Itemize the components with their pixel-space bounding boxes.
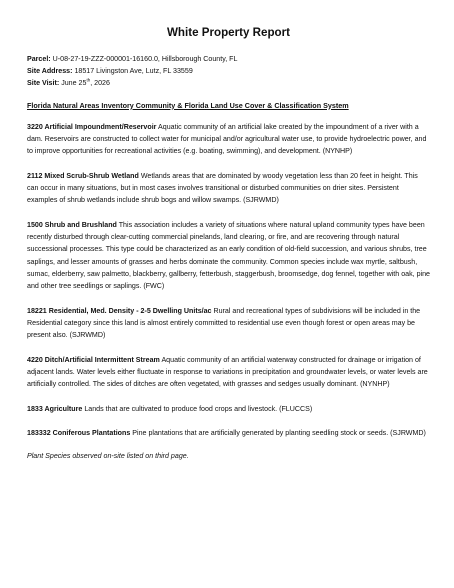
parcel-label: Parcel:: [27, 55, 51, 63]
land-use-entry: [27, 427, 430, 439]
land-use-entry: [27, 219, 430, 293]
land-use-entry: [27, 403, 430, 415]
entry-description: Aquatic community of an artificial lake created by the impoundment of a river with a dam. Reservoirs are constructed to collect water for municipal and/or agricultural water use, to provide hydroelectric power, and to improve opportunities for recreational activities (e.g. boating, swimming), and development. (NYNHP): [27, 122, 427, 156]
entry-heading: 18221 Residential, Med. Density - 2-5 Dwelling Units/ac: [27, 306, 212, 315]
entry-heading: 1833 Agriculture: [27, 404, 83, 413]
entry-heading: 4220 Ditch/Artificial Intermittent Stream: [27, 355, 160, 364]
land-use-entry: [27, 121, 430, 158]
parcel-value: U-08-27-19-ZZZ-000001-16160.0, Hillsborough County, FL: [52, 55, 238, 63]
land-use-entry: [27, 305, 430, 342]
entry-description: Aquatic community of an artificial waterway constructed for drainage or irrigation of adjacent lands. Water levels either fluctuate in response to variations in precipitation and groundwater levels, or water levels are artificially controlled. The sides of ditches are often vegetated, with grasses and sedges usually dominant. (NYNHP): [27, 355, 428, 389]
report-title: White Property Report: [166, 26, 291, 39]
footer-note: Plant Species observed on-site listed on third page.: [27, 451, 189, 460]
entry-description: This association includes a variety of situations where natural upland community types have been recently disturbed through clear-cutting commercial pinelands, land clearing, or fire, and are recovering through natural successional processes. This type could be characterized as an early condition of old-field succession, and various shrubs, tree saplings, and lesser amounts of grasses and herbs dominate the community. Common species include wax myrtle, saltbush, sumac, elderberry, saw palmetto, blackberry, gallberry, fetterbush, staggerbush, broomsedge, dog fennel, together with oak, pine and other tree seedlings or saplings. (FWC): [27, 220, 430, 291]
entry-heading: 3220 Artificial Impoundment/Reservoir: [27, 122, 157, 131]
site-address-value: 18517 Livingston Ave, Lutz, FL 33559: [74, 67, 193, 76]
entry-description: Pine plantations that are artificially generated by planting seedling stock or seeds. (SJRWMD): [132, 429, 426, 438]
entry-description: Wetlands areas that are dominated by woody vegetation less than 20 feet in height. This can occur in many situations, but in most cases involves transitional or disturbed communities on drier sites. Persistent examples of shrub wetlands include shrub bogs and willow swamps. (SJRWMD): [27, 171, 418, 205]
entry-heading: 1500 Shrub and Brushland: [27, 220, 117, 229]
site-address-line: [27, 65, 430, 77]
section-heading: Florida Natural Areas Inventory Community & Florida Land Use Cover & Classification System: [27, 100, 349, 110]
site-visit-date: June 25th, 2026: [61, 78, 110, 88]
entry-heading: 2112 Mixed Scrub-Shrub Wetland: [27, 171, 139, 180]
land-use-entry: [27, 354, 430, 391]
land-use-entry: [27, 170, 430, 207]
parcel-line: [27, 53, 430, 65]
property-info: [27, 53, 430, 90]
land-use-entries: [27, 121, 430, 440]
site-visit-label: Site Visit:: [27, 79, 60, 88]
entry-heading: 183332 Coniferous Plantations: [27, 429, 131, 438]
site-address-label: Site Address:: [27, 67, 73, 76]
site-visit-line: [27, 77, 430, 89]
entry-description: Rural and recreational types of subdivisions will be included in the Residential category since this land is almost entirely committed to residential use even though forest or open areas may be present also. (SJRWMD): [27, 306, 421, 340]
entry-description: Lands that are cultivated to produce food crops and livestock. (FLUCCS): [84, 404, 313, 413]
